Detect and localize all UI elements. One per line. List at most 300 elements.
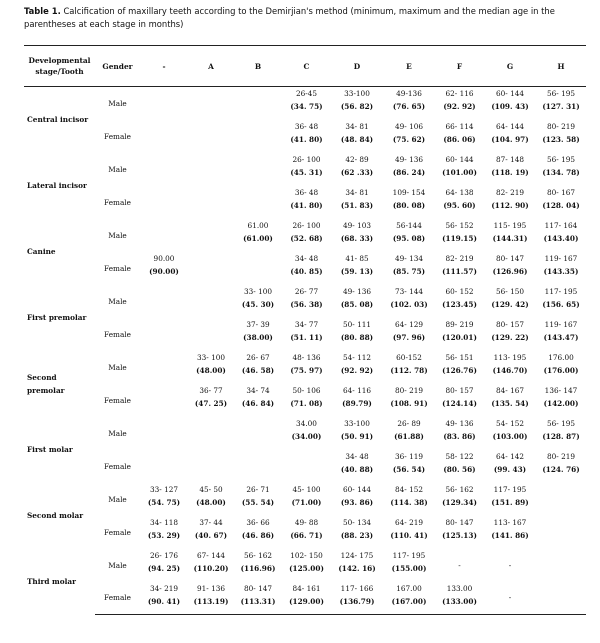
age-range: 26- 89 xyxy=(397,418,421,428)
stage-cell xyxy=(536,219,586,252)
stage-cell xyxy=(140,318,188,351)
stage-cell xyxy=(234,87,282,120)
age-range: 56- 195 xyxy=(547,89,575,98)
age-range: 73- 144 xyxy=(395,286,423,296)
stage-cell xyxy=(536,87,586,120)
stage-cell xyxy=(383,87,435,120)
age-range: 36- 66 xyxy=(246,517,270,527)
stage-cell xyxy=(188,450,234,483)
age-range: 62- 116 xyxy=(445,89,474,98)
median-age: (126.96) xyxy=(492,266,528,276)
stage-cell xyxy=(234,252,282,285)
stage-cell xyxy=(536,351,586,384)
table-row xyxy=(24,582,586,615)
median-age: (47. 25) xyxy=(194,398,228,408)
median-age: (127. 31) xyxy=(542,102,580,111)
median-age: (125.00) xyxy=(289,563,324,573)
stage-cell xyxy=(282,417,331,450)
stage-cell xyxy=(188,219,234,252)
table-row xyxy=(24,153,586,186)
age-range: 80- 219 xyxy=(395,385,423,395)
stage-cell xyxy=(188,87,234,120)
stage-cell xyxy=(234,285,282,318)
median-age: (113.19) xyxy=(193,596,229,606)
tooth-name: Second premolar xyxy=(27,372,65,395)
stage-cell xyxy=(188,516,234,549)
median-age: (80. 88) xyxy=(340,332,374,342)
median-age: (94. 25) xyxy=(147,563,181,573)
stage-cell xyxy=(282,186,331,219)
age-range: 49- 136 xyxy=(445,418,474,428)
stage-cell xyxy=(234,186,282,219)
median-age: (134. 78) xyxy=(542,167,580,177)
tooth-name: First molar xyxy=(27,445,73,454)
median-age: (54. 75) xyxy=(147,497,181,507)
median-age: (114. 38) xyxy=(390,497,428,507)
stage-cell xyxy=(140,285,188,318)
tooth-name: Lateral incisor xyxy=(27,181,87,190)
age-range: 34- 48 xyxy=(345,451,369,461)
stage-cell xyxy=(331,120,383,153)
age-range: 49- 136 xyxy=(343,286,371,296)
median-age: (155.00) xyxy=(391,563,427,573)
median-age: (53. 29) xyxy=(147,530,181,540)
age-range: 56-144 xyxy=(396,220,422,230)
stage-cell xyxy=(188,318,234,351)
stage-cell xyxy=(484,582,536,615)
stage-cell xyxy=(140,549,188,582)
gender-label: Female xyxy=(104,527,131,537)
stage-cell xyxy=(435,483,484,516)
stage-cell xyxy=(234,516,282,549)
median-age: (108. 91) xyxy=(390,398,428,408)
median-age: (90. 41) xyxy=(147,596,181,606)
median-age: (46. 58) xyxy=(241,365,275,375)
age-range: 34- 74 xyxy=(246,385,270,395)
median-age: (129. 42) xyxy=(491,299,529,309)
median-age: (45. 30) xyxy=(241,299,275,309)
age-range: 84- 152 xyxy=(395,484,423,494)
age-range: 61.00 xyxy=(247,220,269,230)
median-age: (128. 87) xyxy=(542,431,580,441)
stage-cell xyxy=(140,186,188,219)
median-age: (120.01) xyxy=(442,332,477,342)
median-age: (76. 65) xyxy=(392,102,426,111)
gender-label: Female xyxy=(104,461,131,471)
median-age: (112. 90) xyxy=(491,200,529,210)
stage-cell xyxy=(383,384,435,417)
table-row xyxy=(24,450,586,483)
median-age: (61.88) xyxy=(394,431,424,441)
tooth-name: Canine xyxy=(27,247,56,256)
stage-cell xyxy=(331,252,383,285)
age-range: - xyxy=(508,560,512,570)
stage-cell xyxy=(484,450,536,483)
header-stage: B xyxy=(234,46,282,87)
age-range: 84- 167 xyxy=(496,385,524,395)
header-stage: A xyxy=(188,46,234,87)
stage-cell xyxy=(435,252,484,285)
stage-cell xyxy=(234,384,282,417)
stage-cell xyxy=(234,120,282,153)
age-range: 80- 147 xyxy=(445,517,474,527)
gender-label: Male xyxy=(108,428,127,438)
stage-cell xyxy=(383,582,435,615)
stage-cell xyxy=(140,516,188,549)
age-range: 60- 152 xyxy=(445,286,474,296)
header-stage: F xyxy=(435,46,484,87)
gender-label: Female xyxy=(104,329,131,339)
stage-cell xyxy=(331,417,383,450)
table-row xyxy=(24,483,586,516)
stage-cell xyxy=(282,219,331,252)
stage-cell xyxy=(188,549,234,582)
stage-cell xyxy=(331,483,383,516)
age-range: 26- 67 xyxy=(246,352,270,362)
median-age: (46. 84) xyxy=(241,398,275,408)
median-age: (103.00) xyxy=(492,431,528,441)
stage-cell xyxy=(234,582,282,615)
median-age: (112. 78) xyxy=(390,365,428,375)
median-age: (40. 85) xyxy=(290,266,323,276)
median-age: (143.35) xyxy=(543,266,579,276)
age-range: 37- 39 xyxy=(246,319,270,329)
age-range: 113- 195 xyxy=(493,352,527,362)
stage-cell xyxy=(484,384,536,417)
median-age: (142.00) xyxy=(543,398,579,408)
tooth-name: First premolar xyxy=(27,313,87,322)
stage-cell xyxy=(383,417,435,450)
median-age: (136.79) xyxy=(339,596,375,606)
age-range: 119- 167 xyxy=(544,319,578,329)
median-age: (129.34) xyxy=(442,497,477,507)
median-age: (97. 96) xyxy=(392,332,426,342)
stage-cell xyxy=(536,417,586,450)
stage-cell xyxy=(282,384,331,417)
age-range: 117- 195 xyxy=(544,286,578,296)
age-range: 167.00 xyxy=(396,583,422,593)
stage-cell xyxy=(383,483,435,516)
median-age: (133.00) xyxy=(442,596,477,606)
median-age: (56. 38) xyxy=(290,299,323,309)
stage-cell xyxy=(484,417,536,450)
stage-cell xyxy=(234,450,282,483)
age-range: 109- 154 xyxy=(392,187,426,197)
stage-cell xyxy=(188,186,234,219)
age-range: 64- 138 xyxy=(445,187,474,197)
age-range: 54- 112 xyxy=(343,352,371,362)
median-age: (118. 19) xyxy=(491,167,529,177)
gender-label: Male xyxy=(108,560,127,570)
age-range: 56- 151 xyxy=(445,352,474,362)
stage-cell xyxy=(140,351,188,384)
stage-cell xyxy=(383,120,435,153)
stage-cell xyxy=(140,582,188,615)
median-age: (92. 92) xyxy=(340,365,374,375)
median-age: (59. 13) xyxy=(340,266,374,276)
age-range: 33- 100 xyxy=(197,352,225,362)
age-range: 119- 167 xyxy=(544,253,578,263)
median-age: (125.13) xyxy=(442,530,477,540)
median-age: (123. 58) xyxy=(542,134,580,144)
median-age: (95. 08) xyxy=(392,233,426,243)
stage-cell xyxy=(331,351,383,384)
median-age: (92. 92) xyxy=(443,102,476,111)
median-age: (146.70) xyxy=(492,365,528,375)
age-range: 89- 219 xyxy=(445,319,474,329)
median-age: (86. 06) xyxy=(443,134,476,144)
stage-cell xyxy=(484,483,536,516)
stage-cell xyxy=(234,318,282,351)
stage-cell xyxy=(234,483,282,516)
age-range: 64- 129 xyxy=(395,319,423,329)
stage-cell xyxy=(282,285,331,318)
stage-cell xyxy=(282,120,331,153)
stage-cell xyxy=(383,516,435,549)
header-stage: - xyxy=(140,46,188,87)
stage-cell xyxy=(331,285,383,318)
median-age: (176.00) xyxy=(543,365,579,375)
age-range: 49- 103 xyxy=(343,220,371,230)
stage-cell xyxy=(383,549,435,582)
gender-label: Female xyxy=(104,395,131,405)
stage-cell xyxy=(331,549,383,582)
gender-label: Male xyxy=(108,494,127,504)
stage-cell xyxy=(282,549,331,582)
stage-cell xyxy=(435,186,484,219)
median-age: (143.40) xyxy=(543,233,579,243)
median-age: (48. 84) xyxy=(340,134,374,144)
median-age: (56. 82) xyxy=(340,102,374,111)
table-row xyxy=(24,120,586,153)
stage-cell xyxy=(383,450,435,483)
age-range: 84- 161 xyxy=(292,583,321,593)
stage-cell xyxy=(536,516,586,549)
stage-cell xyxy=(536,285,586,318)
stage-cell xyxy=(234,351,282,384)
stage-cell xyxy=(536,450,586,483)
age-range: 124- 175 xyxy=(340,550,374,560)
age-range: 48- 136 xyxy=(292,352,321,362)
median-age: (46. 86) xyxy=(241,530,275,540)
stage-cell xyxy=(282,87,331,120)
stage-cell xyxy=(331,582,383,615)
median-age: (151. 89) xyxy=(491,497,529,507)
median-age: (50. 91) xyxy=(340,431,374,441)
age-range: 87- 148 xyxy=(496,154,524,164)
median-age: (95. 60) xyxy=(443,200,476,210)
median-age: (113.31) xyxy=(240,596,276,606)
stage-cell xyxy=(435,384,484,417)
median-age: (86. 24) xyxy=(392,167,426,177)
stage-cell xyxy=(282,450,331,483)
stage-cell xyxy=(484,351,536,384)
median-age: (51. 11) xyxy=(290,332,323,342)
caption-label: Table 1. xyxy=(24,6,61,16)
age-range: 26- 100 xyxy=(292,154,321,164)
stage-cell xyxy=(484,120,536,153)
median-age: (156. 65) xyxy=(542,299,580,309)
gender-label: Male xyxy=(108,164,127,174)
stage-cell xyxy=(484,549,536,582)
age-range: 34- 77 xyxy=(294,319,319,329)
age-range: 60- 144 xyxy=(496,89,524,98)
age-range: 80- 147 xyxy=(244,583,272,593)
stage-cell xyxy=(140,384,188,417)
stage-cell xyxy=(282,153,331,186)
stage-cell xyxy=(140,153,188,186)
median-age: (55. 54) xyxy=(241,497,275,507)
stage-cell xyxy=(282,351,331,384)
stage-cell xyxy=(331,186,383,219)
median-age: (93. 86) xyxy=(340,497,374,507)
stage-cell xyxy=(140,219,188,252)
age-range: 26-45 xyxy=(295,89,318,98)
table-row xyxy=(24,219,586,252)
median-age: (99. 43) xyxy=(493,464,527,474)
age-range: 33-100 xyxy=(344,89,370,98)
age-range: 45- 50 xyxy=(199,484,223,494)
median-age: (129.00) xyxy=(289,596,324,606)
median-age: (40. 67) xyxy=(194,530,228,540)
stage-cell xyxy=(536,120,586,153)
median-age: (66. 71) xyxy=(290,530,323,540)
age-range: 50- 111 xyxy=(343,319,371,329)
age-range: 34- 81 xyxy=(345,187,369,197)
age-range: 34- 118 xyxy=(150,517,178,527)
median-age: (142. 16) xyxy=(338,563,376,573)
age-range: 60-152 xyxy=(396,352,422,362)
median-age: (102. 03) xyxy=(390,299,428,309)
median-age: (90.00) xyxy=(149,266,179,276)
gender-label: Male xyxy=(108,230,127,240)
median-age: (101.00) xyxy=(442,167,477,177)
stage-cell xyxy=(383,219,435,252)
stage-cell xyxy=(331,153,383,186)
tooth-name: Third molar xyxy=(27,577,76,586)
header-row xyxy=(24,46,586,87)
age-range: 49-136 xyxy=(396,89,422,98)
age-range: 54- 152 xyxy=(496,418,524,428)
age-range: 36- 77 xyxy=(199,385,223,395)
median-age: (34. 75) xyxy=(290,102,323,111)
age-range: 50- 134 xyxy=(343,517,371,527)
stage-cell xyxy=(536,384,586,417)
age-range: 49- 136 xyxy=(395,154,423,164)
median-age: (80. 08) xyxy=(392,200,426,210)
age-range: 64- 142 xyxy=(496,451,524,461)
stage-cell xyxy=(435,450,484,483)
stage-cell xyxy=(435,516,484,549)
header-tooth-stage: Developmental stage/Tooth xyxy=(24,46,95,87)
age-range: 115- 195 xyxy=(493,220,527,230)
age-range: 33- 127 xyxy=(150,484,178,494)
median-age: (34.00) xyxy=(291,431,322,441)
median-age: (56. 54) xyxy=(392,464,426,474)
median-age: (51. 83) xyxy=(340,200,374,210)
gender-label: Male xyxy=(108,296,127,306)
age-range: 64- 219 xyxy=(395,517,423,527)
median-age: (61.00) xyxy=(243,233,273,243)
age-range: 113- 167 xyxy=(493,517,527,527)
age-range: 60- 144 xyxy=(445,154,474,164)
median-age: (109. 43) xyxy=(491,102,529,111)
stage-cell xyxy=(188,384,234,417)
age-range: 117- 166 xyxy=(340,583,374,593)
median-age: (68. 33) xyxy=(340,233,374,243)
table-row xyxy=(24,549,586,582)
median-age: (85. 75) xyxy=(392,266,426,276)
age-range: 117- 164 xyxy=(544,220,578,230)
median-age: (48.00) xyxy=(196,365,226,375)
median-age: (71. 08) xyxy=(290,398,323,408)
median-age: (104. 97) xyxy=(491,134,529,144)
stage-cell xyxy=(484,318,536,351)
age-range: - xyxy=(508,593,512,603)
age-range: 56- 150 xyxy=(496,286,524,296)
gender-label: Female xyxy=(104,197,131,207)
median-age: (128. 04) xyxy=(542,200,580,210)
stage-cell xyxy=(536,549,586,582)
stage-cell xyxy=(331,384,383,417)
median-age: (124.14) xyxy=(442,398,477,408)
stage-cell xyxy=(435,120,484,153)
median-age: (75. 97) xyxy=(290,365,323,375)
stage-cell xyxy=(188,120,234,153)
stage-cell xyxy=(435,87,484,120)
stage-cell xyxy=(484,285,536,318)
stage-cell xyxy=(383,285,435,318)
median-age: (126.76) xyxy=(442,365,477,375)
stage-cell xyxy=(188,582,234,615)
median-age: (62 .33) xyxy=(340,167,374,177)
age-range: 36- 48 xyxy=(294,121,319,131)
age-range: 58- 122 xyxy=(445,451,474,461)
stage-cell xyxy=(188,417,234,450)
table-row xyxy=(24,285,586,318)
stage-cell xyxy=(536,153,586,186)
stage-cell xyxy=(234,417,282,450)
header-stage: C xyxy=(282,46,331,87)
age-range: 56- 152 xyxy=(445,220,474,230)
age-range: 133.00 xyxy=(446,583,473,593)
stage-cell xyxy=(435,153,484,186)
table-row xyxy=(24,186,586,219)
age-range: 117- 195 xyxy=(493,484,527,494)
age-range: 82- 219 xyxy=(496,187,524,197)
table-row xyxy=(24,384,586,417)
stage-cell xyxy=(140,417,188,450)
stage-cell xyxy=(484,186,536,219)
median-age: (41. 80) xyxy=(290,134,323,144)
stage-cell xyxy=(536,483,586,516)
stage-cell xyxy=(188,483,234,516)
stage-cell xyxy=(536,318,586,351)
age-range: 34- 81 xyxy=(345,121,369,131)
stage-cell xyxy=(484,219,536,252)
age-range: 49- 134 xyxy=(395,253,423,263)
age-range: 80- 219 xyxy=(547,451,575,461)
age-range: 64- 144 xyxy=(496,121,524,131)
stage-cell xyxy=(331,516,383,549)
age-range: 34.00 xyxy=(296,418,317,428)
median-age: (52. 68) xyxy=(290,233,323,243)
stage-cell xyxy=(140,120,188,153)
stage-cell xyxy=(484,87,536,120)
stage-cell xyxy=(140,450,188,483)
gender-label: Female xyxy=(95,582,140,615)
age-range: 91- 136 xyxy=(197,583,225,593)
